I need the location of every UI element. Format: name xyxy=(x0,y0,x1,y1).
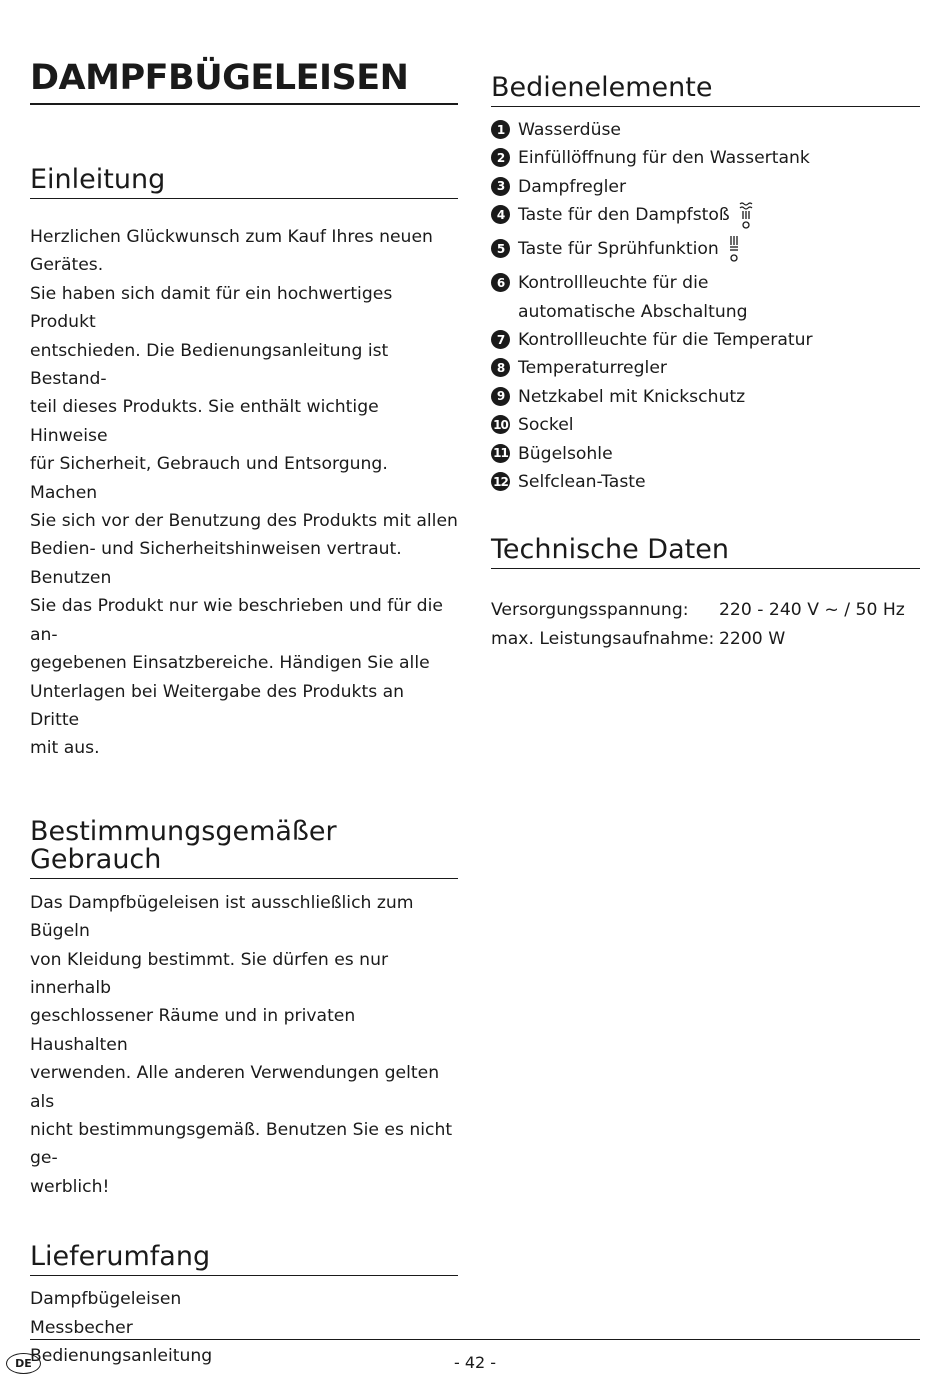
text-line: gegebenen Einsatzbereiche. Händigen Sie alle xyxy=(30,653,430,674)
section-bedienelemente xyxy=(491,74,920,496)
list-item: Messbecher xyxy=(30,1317,133,1338)
text-line: Bedien- und Sicherheitshinweisen vertraut. Benutzen xyxy=(30,539,402,588)
control-label: Sockel xyxy=(518,415,574,436)
tech-value: 2200 W xyxy=(719,628,786,649)
text-line: teil dieses Produkts. Sie enthält wichtige Hinweise xyxy=(30,397,379,446)
control-label-line: automatische Abschaltung xyxy=(518,301,748,322)
table-row xyxy=(491,596,905,624)
control-label: Selfclean-Taste xyxy=(518,472,646,493)
text-line: Das Dampfbügeleisen ist ausschließlich zum Bügeln xyxy=(30,892,414,942)
controls-list xyxy=(491,116,920,496)
section-bestimmung xyxy=(30,815,458,1201)
number-badge: 3 xyxy=(491,177,510,196)
number-badge: 1 xyxy=(491,120,510,139)
list-item xyxy=(491,383,920,411)
page-number: - 42 - xyxy=(453,1353,497,1372)
list-item xyxy=(491,144,920,172)
control-label: Einfüllöffnung für den Wassertank xyxy=(518,148,810,169)
control-label xyxy=(518,269,748,326)
list-item: Bedienungsanleitung xyxy=(30,1346,213,1366)
number-badge: 7 xyxy=(491,330,510,349)
number-badge: 2 xyxy=(491,148,510,167)
text-line: werblich! xyxy=(30,1176,110,1197)
list-item xyxy=(491,116,920,144)
einleitung-body xyxy=(30,223,458,763)
control-label: Taste für den Dampfstoß xyxy=(518,205,730,226)
tech-label: Versorgungsspannung: xyxy=(491,600,689,621)
number-badge: 4 xyxy=(491,205,510,224)
list-item xyxy=(491,354,920,382)
control-label: Bügelsohle xyxy=(518,443,613,464)
tech-data-table xyxy=(491,596,905,653)
tech-label: max. Leistungsaufnahme: xyxy=(491,628,715,649)
heading-technische-daten: Technische Daten xyxy=(491,536,920,569)
bestimmung-body xyxy=(30,889,458,1201)
heading-bedienelemente: Bedienelemente xyxy=(491,74,920,107)
control-label: Netzkabel mit Knickschutz xyxy=(518,386,746,407)
heading-einleitung: Einleitung xyxy=(30,166,458,199)
page-title: DAMPFBÜGELEISEN xyxy=(30,56,458,105)
text-line: Herzlichen Glückwunsch zum Kauf Ihres neuen xyxy=(30,227,433,247)
number-badge: 8 xyxy=(491,358,510,377)
text-line: verwenden. Alle anderen Verwendungen gelten als xyxy=(30,1063,440,1112)
number-badge: 10 xyxy=(491,415,510,434)
list-item xyxy=(491,269,920,326)
control-label: Taste für Sprühfunktion xyxy=(518,239,719,260)
list-item xyxy=(491,201,920,235)
text-line: geschlossener Räume und in privaten Haushalten xyxy=(30,1006,356,1055)
text-line: nicht bestimmungsgemäß. Benutzen Sie es nicht ge- xyxy=(30,1119,453,1169)
list-item xyxy=(491,468,920,496)
control-label-line: Kontrollleuchte für die xyxy=(518,273,709,294)
text-line: für Sicherheit, Gebrauch und Entsorgung. Machen xyxy=(30,454,388,503)
control-label: Temperaturregler xyxy=(518,358,667,379)
number-badge: 5 xyxy=(491,239,510,258)
text-line: mit aus. xyxy=(30,738,100,759)
control-label: Dampfregler xyxy=(518,176,627,197)
steam-burst-icon xyxy=(738,201,754,235)
heading-bestimmung xyxy=(30,815,458,879)
number-badge: 11 xyxy=(491,444,510,463)
list-item xyxy=(491,173,920,201)
section-technische-daten xyxy=(491,536,920,653)
section-einleitung xyxy=(30,166,458,763)
list-item xyxy=(491,235,920,269)
heading-lieferumfang: Lieferumfang xyxy=(30,1243,458,1276)
list-item xyxy=(491,411,920,439)
text-line: Unterlagen bei Weitergabe des Produkts an Dritte xyxy=(30,681,405,730)
text-line: entschieden. Die Bedienungsanleitung ist Bestand- xyxy=(30,340,389,390)
control-label: Wasserdüse xyxy=(518,120,622,140)
table-row xyxy=(491,625,905,653)
list-item xyxy=(491,326,920,354)
number-badge: 12 xyxy=(491,472,510,491)
heading-line: Gebrauch xyxy=(30,843,162,875)
control-label: Kontrollleuchte für die Temperatur xyxy=(518,330,813,351)
text-line: Sie das Produkt nur wie beschrieben und für die an- xyxy=(30,596,443,645)
footer-divider xyxy=(30,1339,920,1340)
language-badge: DE xyxy=(6,1353,41,1374)
tech-value: 220 - 240 V ~ / 50 Hz xyxy=(719,600,905,621)
right-column xyxy=(491,74,920,653)
left-column xyxy=(30,56,458,1370)
spray-icon xyxy=(727,235,741,269)
list-item xyxy=(491,440,920,468)
number-badge: 9 xyxy=(491,387,510,406)
text-line: von Kleidung bestimmt. Sie dürfen es nur innerhalb xyxy=(30,949,389,998)
text-line: Gerätes. xyxy=(30,255,104,276)
number-badge: 6 xyxy=(491,273,510,292)
heading-line: Bestimmungsgemäßer xyxy=(30,815,337,847)
list-item: Dampfbügeleisen xyxy=(30,1289,182,1310)
text-line: Sie sich vor der Benutzung des Produkts mit allen xyxy=(30,511,458,532)
text-line: Sie haben sich damit für ein hochwertiges Produkt xyxy=(30,283,393,333)
